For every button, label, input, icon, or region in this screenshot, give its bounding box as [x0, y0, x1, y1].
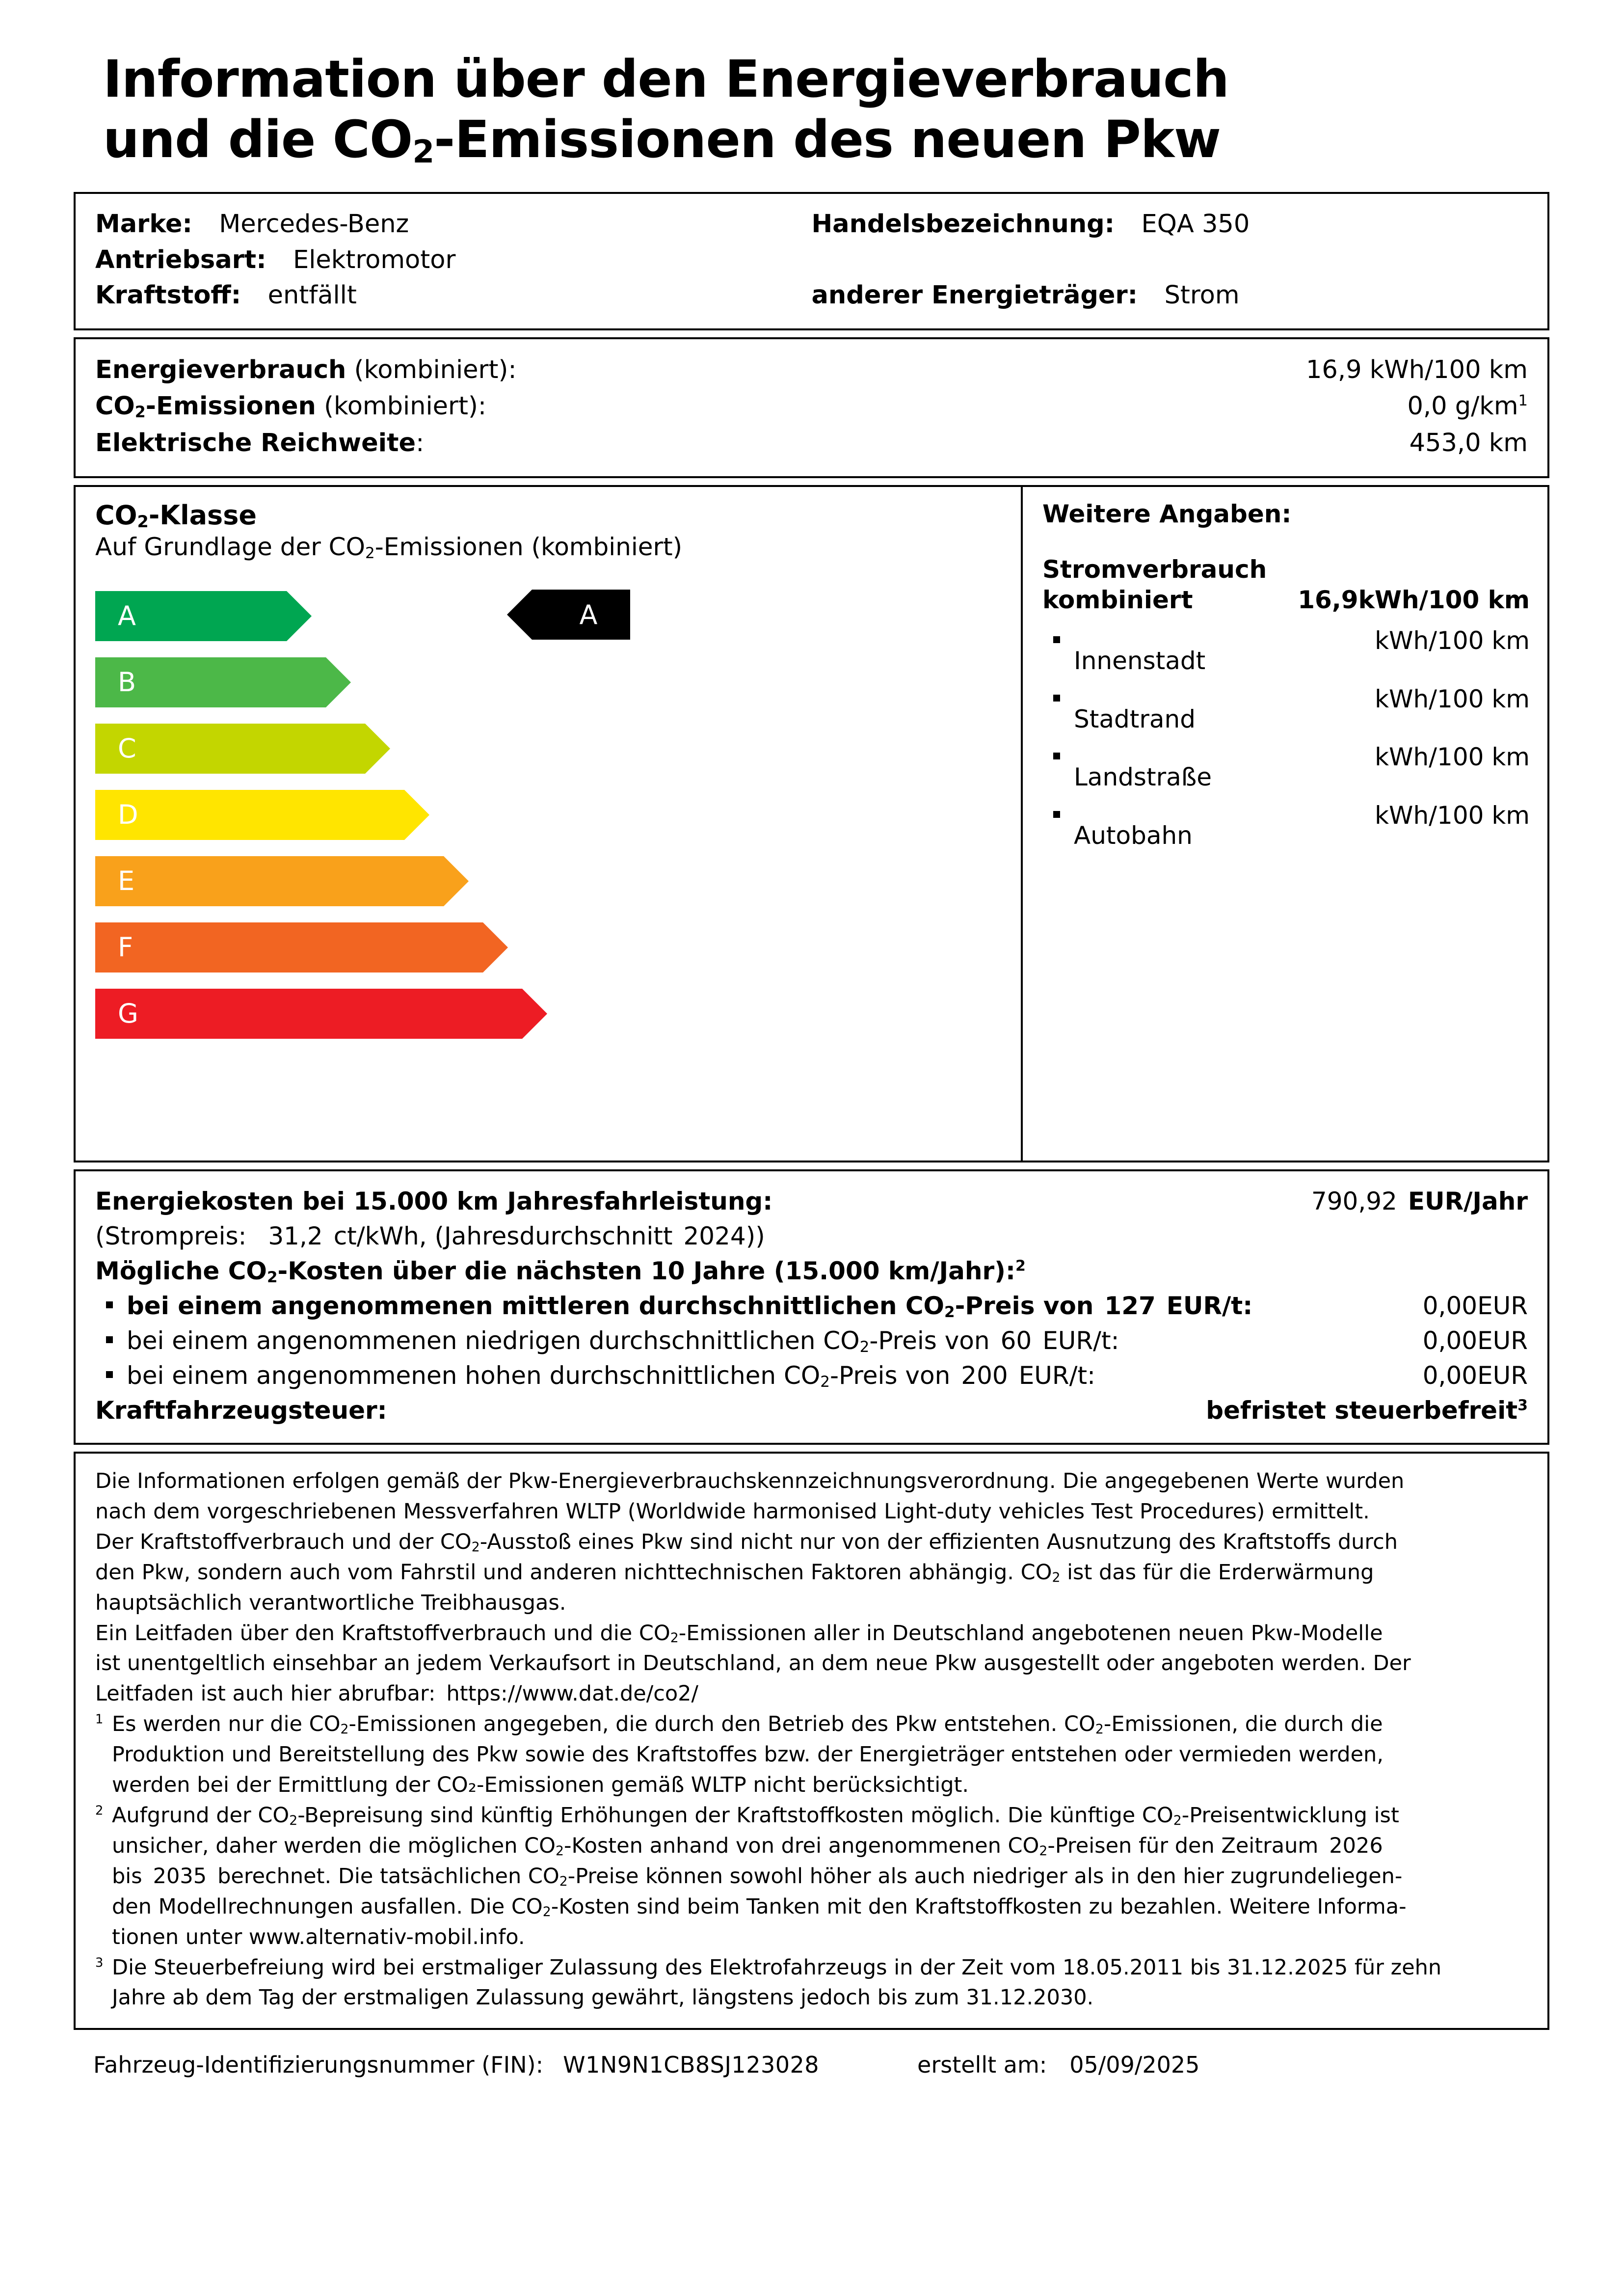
- co2-subscript: 2: [340, 1722, 349, 1737]
- co2-emissions-label: $CO_2$-Emissionen (kombiniert):: [95, 392, 487, 421]
- page-title: [103, 49, 1549, 169]
- legal-notes-box: [74, 1452, 1549, 2030]
- list-item: [1042, 680, 1530, 739]
- class-bar-c: [95, 724, 365, 774]
- scenario-price: 127: [1104, 1292, 1156, 1321]
- other-energy-label: anderer Energieträger:: [811, 281, 1138, 310]
- class-bar-row: [95, 914, 1001, 980]
- electric-range-row: [95, 425, 1528, 461]
- further-details-heading: Weitere Angaben:: [1042, 500, 1292, 529]
- scenario-price-unit: EUR/t:: [1018, 1361, 1095, 1390]
- vehicle-tax-value: befristet steuerbefreit$^3$: [1206, 1396, 1528, 1425]
- co2-subscript: 2: [559, 1873, 568, 1889]
- other-energy-row: [812, 278, 1528, 313]
- list-item: [1042, 797, 1530, 855]
- energy-cost-label: Energiekosten bei 15.000 km Jahresfahrleistung:: [95, 1187, 773, 1216]
- bullet-square-icon: [1053, 753, 1060, 759]
- scenario-value: 0,00EUR: [1422, 1361, 1528, 1390]
- energy-cost-row: [95, 1184, 1528, 1219]
- energy-consumption-label: Energieverbrauch (kombiniert):: [95, 355, 517, 384]
- co2-emissions-value: 0,0 g/km$^1$: [1407, 392, 1528, 421]
- list-item: [1042, 738, 1530, 797]
- co2-class-marker-label: A: [579, 599, 598, 630]
- co2-subscript: 2: [1173, 1812, 1182, 1828]
- co2-subscript: 2: [1039, 1843, 1048, 1859]
- class-bar-row: [95, 715, 1001, 782]
- co2-class-marker: [532, 590, 630, 640]
- class-bar-row: [95, 583, 1001, 649]
- scenario-text: bei einem angenommenen hohen durchschnittlichen CO: [127, 1361, 821, 1390]
- bullet-square-icon: [1053, 695, 1060, 702]
- class-bar-row: [95, 980, 1001, 1047]
- class-bar-label: F: [118, 932, 133, 963]
- brand-row: [95, 207, 812, 242]
- class-bar-f: [95, 922, 483, 972]
- class-bar-e: [95, 856, 444, 906]
- identity-left-column: [95, 207, 812, 313]
- scenario-value: 0,00EUR: [1422, 1326, 1528, 1355]
- drive-label: Antriebsart:: [95, 245, 266, 274]
- period-to-year: 2035: [153, 1864, 207, 1889]
- breakdown-unit: kWh/100 km: [1375, 626, 1530, 655]
- energy-cost-value: 790,92 EUR/Jahr: [1311, 1187, 1528, 1216]
- further-details-panel: [1023, 487, 1547, 1161]
- created-value: 05/09/2025: [1069, 2052, 1200, 2079]
- co2-subscript: 2: [670, 1630, 679, 1646]
- class-bar-b: [95, 657, 326, 707]
- class-bar-row: [95, 848, 1001, 914]
- scenario-price: 200: [961, 1361, 1008, 1390]
- co2-class-scale-panel: [76, 487, 1023, 1161]
- costs-box: [74, 1169, 1549, 1445]
- page-title-line2: und die $CO_2$-Emissionen des neuen Pkw: [103, 109, 1221, 171]
- scenario-price: 60: [1000, 1326, 1032, 1355]
- co2-value-footnote: 1: [1518, 392, 1528, 410]
- list-item: bei einem angenommenen mittleren durchschnittlichen CO $_2$ -Preis von 127 EUR/t: 0,00EUR: [95, 1289, 1528, 1324]
- electricity-price-year: 2024: [683, 1222, 746, 1251]
- vehicle-identity-box: [74, 192, 1549, 330]
- breakdown-label: Landstraße: [1074, 763, 1212, 792]
- vehicle-tax-row: [95, 1393, 1528, 1428]
- power-consumption-breakdown-list: [1042, 622, 1530, 855]
- fuel-value: entfällt: [267, 281, 357, 310]
- vin-value: W1N9N1CB8SJ123028: [563, 2052, 820, 2079]
- co2-subscript: 2: [289, 1812, 298, 1828]
- co2-subscript: 2: [820, 1373, 830, 1391]
- class-bar-label: D: [118, 799, 138, 831]
- bullet-square-icon: [106, 1336, 113, 1343]
- scenario-text: bei einem angenommenen niedrigen durchschnittlichen CO: [127, 1326, 860, 1355]
- co2-subscript: 2: [542, 1904, 551, 1919]
- electricity-price-note: (Strompreis: 31,2 ct/kWh, (Jahresdurchschnitt 2024)): [95, 1222, 765, 1251]
- vin-label: Fahrzeug-Identifizierungsnummer (FIN):: [93, 2052, 544, 2079]
- list-item: [1042, 622, 1530, 680]
- co2-subscript: 2: [556, 1843, 564, 1859]
- scenario-value: 0,00EUR: [1422, 1292, 1528, 1321]
- footnote-number: 3: [95, 1955, 104, 1971]
- class-bar-label: A: [118, 600, 136, 632]
- class-bar-label: C: [118, 733, 136, 764]
- co2-emissions-row: [95, 388, 1528, 425]
- co2-subscript: 2: [1095, 1722, 1104, 1737]
- breakdown-unit: kWh/100 km: [1375, 684, 1530, 713]
- other-energy-value: Strom: [1164, 281, 1240, 310]
- fuel-row: [95, 278, 812, 313]
- power-consumption-combined-row: [1042, 586, 1530, 614]
- class-bar-label: G: [118, 998, 138, 1029]
- bullet-square-icon: [1053, 636, 1060, 643]
- class-bar-g: [95, 989, 522, 1039]
- power-consumption-combined-value: 16,9kWh/100 km: [1298, 586, 1530, 615]
- bullet-square-icon: [1053, 811, 1060, 818]
- scenario-price-unit: EUR/t:: [1166, 1292, 1253, 1321]
- page-title-line1: Information über den Energieverbrauch: [103, 49, 1229, 109]
- footnote-number: 2: [95, 1803, 104, 1818]
- scenario-price-unit: EUR/t:: [1042, 1326, 1119, 1355]
- co2-class-title: $CO_2$-Klasse: [95, 500, 257, 532]
- class-bar-row: [95, 649, 1001, 715]
- class-bar-label: B: [118, 667, 136, 698]
- possible-co2-costs-heading: Mögliche $CO_2$-Kosten über die nächsten 10 Jahre (15.000 km/Jahr):$^2$: [95, 1257, 1026, 1286]
- footnote-1: $^1$ Es werden nur die $CO_2$-Emissionen angegeben, die durch den Betrieb des Pkw entstehen. $CO_2$-Emissionen, die durch die Produktion und Bereitstellung des Pkw sowie des Kraftstoffes bzw. der Energieträger entstehen oder vermieden werden, werden bei der Ermittlung der CO₂-Emissionen gemäß WLTP nicht berücksichtigt.: [95, 1712, 1384, 1798]
- power-consumption-title: Stromverbrauch: [1042, 555, 1267, 584]
- period-from-year: 2026: [1329, 1833, 1383, 1858]
- co2-subscript: 2: [471, 1539, 480, 1555]
- co2-subscript: 2: [412, 134, 434, 171]
- energy-consumption-row: [95, 352, 1528, 388]
- list-item: bei einem angenommenen hohen durchschnittlichen CO $_2$ -Preis von 200 EUR/t: 0,00EUR: [95, 1358, 1528, 1393]
- breakdown-label: Innenstadt: [1074, 647, 1206, 675]
- trade-name-label: Handelsbezeichnung:: [811, 210, 1115, 239]
- co2-class-box: [74, 485, 1549, 1162]
- co2-subscript: 2: [266, 1268, 278, 1286]
- co2-subscript: 2: [134, 403, 146, 421]
- co2-class-subtitle: Auf Grundlage der $CO_2$-Emissionen (kombiniert): [95, 533, 683, 562]
- trade-name-value: EQA 350: [1141, 210, 1250, 239]
- vehicle-tax-label: Kraftfahrzeugsteuer:: [95, 1396, 387, 1425]
- fuel-label: Kraftstoff:: [95, 281, 241, 310]
- bullet-square-icon: [106, 1371, 113, 1378]
- vehicle-tax-footnote: 3: [1517, 1397, 1528, 1414]
- identity-right-column: [812, 207, 1528, 313]
- breakdown-label: Stadtrand: [1074, 704, 1196, 733]
- document-footer: [74, 2037, 1549, 2078]
- class-bar-row: [95, 782, 1001, 848]
- electric-range-value: 453,0 km: [1409, 428, 1528, 458]
- breakdown-label: Autobahn: [1074, 821, 1193, 850]
- breakdown-unit: kWh/100 km: [1375, 801, 1530, 830]
- class-bar-d: [95, 790, 404, 840]
- drive-row: [95, 243, 812, 278]
- breakdown-unit: kWh/100 km: [1375, 743, 1530, 772]
- footnote-3: $^3$ Die Steuerbefreiung wird bei erstmaliger Zulassung des Elektrofahrzeugs in der Zeit vom 18.05.2011 bis 31.12.2025 für zehn Jahre ab dem Tag der erstmaligen Zulassung gewährt, längstens jedoch bis zum 31.12.2030.: [95, 1955, 1442, 2010]
- drive-value: Elektromotor: [293, 245, 456, 274]
- trade-name-row: [812, 207, 1528, 242]
- list-item: bei einem angenommenen niedrigen durchschnittlichen CO $_2$ -Preis von 60 EUR/t: 0,00EUR: [95, 1324, 1528, 1358]
- possible-costs-footnote: 2: [1015, 1257, 1026, 1275]
- brand-value: Mercedes-Benz: [219, 210, 409, 239]
- footnote-2: $^2$ Aufgrund der $CO_2$-Bepreisung sind künftig Erhöhungen der Kraftstoffkosten möglich. Die künftige $CO_2$-Preisentwicklung ist unsicher, daher werden die möglichen $CO_2$-Kosten anhand von drei angenommenen $CO_2$-Preisen für den Zeitraum 2026 bis 2035 berechnet. Die tatsächlichen $CO_2$-Preise können sowohl höher als auch niedriger als in den hier zugrundeliegen- den Modellrechnungen ausfallen. Die $CO_2$-Kosten sind beim Tanken mit den Kraftstoffkosten zu bezahlen. Weitere Informa- tionen unter www.alternativ-mobil.info.: [95, 1803, 1407, 1949]
- co2-class-bars: [95, 583, 1001, 1047]
- co2-subscript: 2: [137, 512, 149, 532]
- created-label: erstellt am:: [917, 2052, 1047, 2079]
- power-consumption-combined-label: kombiniert: [1042, 586, 1193, 615]
- legal-paragraph-2: Ein Leitfaden über den Kraftstoffverbrauch und die $CO_2$-Emissionen aller in Deutschland angebotenen neuen Pkw-Modelle ist unentgeltlich einsehbar an jedem Verkaufsort in Deutschland, an dem neue Pkw ausgestellt oder angeboten werden. Der Leitfaden ist auch hier abrufbar: https://www.dat.de/co2/: [95, 1621, 1411, 1706]
- co2-subscript: 2: [365, 544, 375, 562]
- energy-consumption-value: 16,9 kWh/100 km: [1305, 355, 1528, 384]
- consumption-box: [74, 337, 1549, 478]
- electric-range-label: Elektrische Reichweite:: [95, 428, 425, 458]
- class-bar-a: [95, 591, 287, 641]
- class-bar-label: E: [118, 865, 135, 897]
- electricity-price-value: 31,2: [268, 1222, 323, 1251]
- guide-url[interactable]: https://www.dat.de/co2/: [446, 1681, 699, 1706]
- co2-subscript: 2: [944, 1303, 955, 1321]
- scenario-text: bei einem angenommenen mittleren durchschnittlichen CO: [127, 1292, 945, 1321]
- identity-grid: [95, 207, 1528, 313]
- co2-subscript: 2: [1052, 1569, 1061, 1585]
- co2-price-scenarios-list: [95, 1289, 1528, 1393]
- legal-paragraph-1: Die Informationen erfolgen gemäß der Pkw-Energieverbrauchskennzeichnungsverordnung. Die angegebenen Werte wurden nach dem vorgeschriebenen Messverfahren WLTP (Worldwide harmonised Light-duty vehicles Test Procedures) ermittelt. Der Kraftstoffverbrauch und der $CO_2$-Ausstoß eines Pkw sind nicht nur von der effizienten Ausnutzung des Kraftstoffs durch den Pkw, sondern auch vom Fahrstil und anderen nichttechnischen Faktoren abhängig. $CO_2$ ist das für die Erderwärmung hauptsächlich verantwortliche Treibhausgas.: [95, 1469, 1405, 1615]
- brand-label: Marke:: [95, 210, 192, 239]
- co2-subscript: 2: [859, 1338, 870, 1356]
- footnote-number: 1: [95, 1712, 104, 1727]
- bullet-square-icon: [106, 1301, 113, 1308]
